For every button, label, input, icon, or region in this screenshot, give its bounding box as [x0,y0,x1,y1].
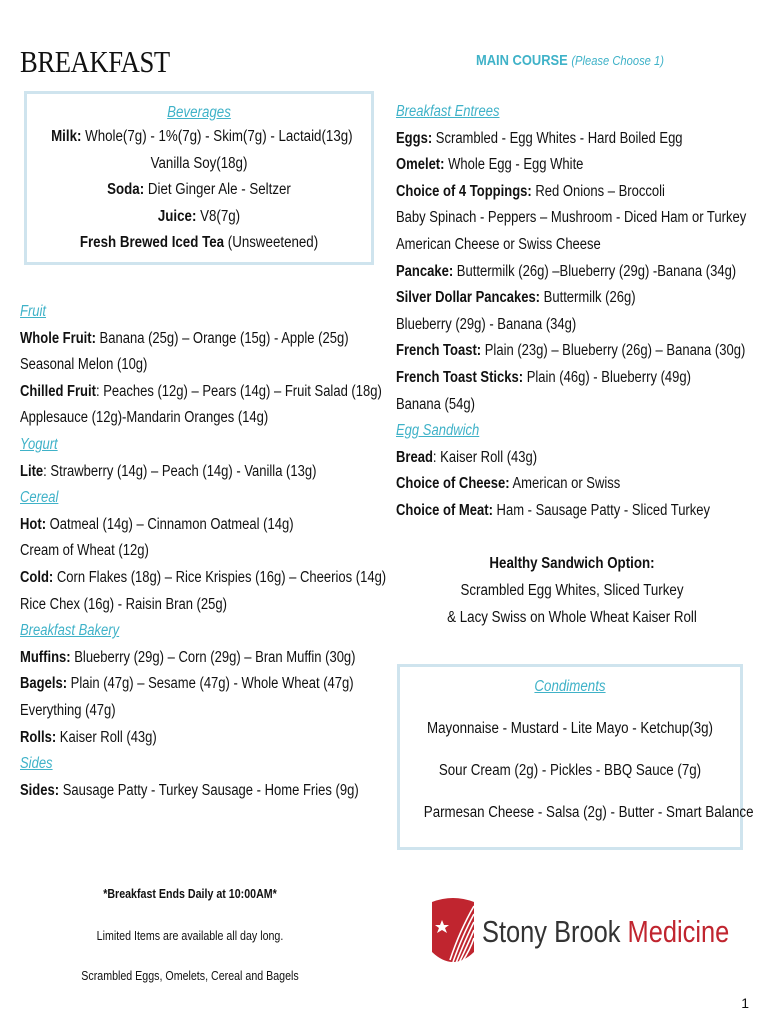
sides-heading: Sides [20,755,53,773]
meat-line: Choice of Meat: Ham - Sausage Patty - Sliced Turkey [396,501,711,519]
stony-brook-medicine-logo [430,890,730,980]
page-number: 1 [741,995,749,1011]
toppings-line-3: American Cheese or Swiss Cheese [396,235,601,253]
tea-line: Fresh Brewed Iced Tea (Unsweetened) [79,234,319,251]
page-title: BREAKFAST [20,44,170,79]
whole-fruit-line-2: Seasonal Melon (10g) [20,356,148,374]
cereal-heading: Cereal [20,489,59,507]
french-toast-sticks-line-2: Banana (54g) [396,395,475,413]
hot-cereal-line-2: Cream of Wheat (12g) [20,542,149,560]
toppings-line-2: Baby Spinach - Peppers – Mushroom - Diced Ham or Turkey [396,209,747,227]
cold-cereal-line: Cold: Corn Flakes (18g) – Rice Krispies (16g) – Cheerios (14g) [20,568,387,586]
silver-dollar-line: Silver Dollar Pancakes: Buttermilk (26g) [396,289,636,307]
french-toast-line: French Toast: Plain (23g) – Blueberry (26g) – Banana (30g) [396,342,746,360]
bakery-heading: Breakfast Bakery [20,622,120,640]
cheese-line: Choice of Cheese: American or Swiss [396,475,621,493]
cold-cereal-line-2: Rice Chex (16g) - Raisin Bran (25g) [20,595,227,613]
condiments-box [397,664,754,850]
lite-yogurt-line: Lite: Strawberry (14g) – Peach (14g) - Vanilla (13g) [20,462,317,480]
eggs-line: Eggs: Scrambled - Egg Whites - Hard Boiled Egg [396,129,683,147]
healthy-line-2: & Lacy Swiss on Whole Wheat Kaiser Roll [447,609,697,626]
toppings-line: Choice of 4 Toppings: Red Onions – Broccoli [396,182,665,200]
condiments-line-2: Sour Cream (2g) - Pickles - BBQ Sauce (7g) [438,762,702,779]
french-toast-sticks-line: French Toast Sticks: Plain (46g) - Blueberry (49g) [396,368,691,386]
right-menu-column [396,99,770,525]
bagels-line-2: Everything (47g) [20,701,116,719]
sides-line: Sides: Sausage Patty - Turkey Sausage - Home Fries (9g) [20,781,359,799]
milk-line: Milk: Whole(7g) - 1%(7g) - Skim(7g) - Lactaid(13g) [51,128,353,145]
condiments-line-3: Parmesan Cheese - Salsa (2g) - Butter - Smart Balance [423,804,754,821]
logo-wordmark [482,914,729,950]
hot-cereal-line: Hot: Oatmeal (14g) – Cinnamon Oatmeal (14g) [20,515,294,533]
limited-items-list: Scrambled Eggs, Omelets, Cereal and Bagels [81,968,299,983]
beverages-heading: Beverages [167,104,231,121]
rolls-line: Rolls: Kaiser Roll (43g) [20,728,157,746]
yogurt-heading: Yogurt [20,435,58,453]
silver-dollar-line-2: Blueberry (29g) - Banana (34g) [396,315,577,333]
pancake-line: Pancake: Buttermilk (26g) –Blueberry (29g) -Banana (34g) [396,262,737,280]
beverages-box [24,91,374,265]
muffins-line: Muffins: Blueberry (29g) – Corn (29g) – Bran Muffin (30g) [20,648,356,666]
main-course-label: MAIN COURSE [476,52,568,69]
condiments-heading: Condiments [534,678,606,695]
bread-line: Bread: Kaiser Roll (43g) [396,448,538,466]
main-course-subtitle: (Please Choose 1) [571,53,664,68]
soda-line: Soda: Diet Ginger Ale - Seltzer [107,181,291,198]
bagels-line: Bagels: Plain (47g) – Sesame (47g) - Whole Wheat (47g) [20,675,354,693]
fruit-heading: Fruit [20,303,47,320]
whole-fruit-line: Whole Fruit: Banana (25g) – Orange (15g) - Apple (25g) [20,329,349,347]
milk-line-2: Vanilla Soy(18g) [150,154,248,172]
healthy-line-1: Scrambled Egg Whites, Sliced Turkey [460,582,684,599]
healthy-sandwich-section [394,550,750,631]
omelet-line: Omelet: Whole Egg - Egg White [396,156,584,174]
breakfast-ends-note: *Breakfast Ends Daily at 10:00AM* [103,886,277,901]
entrees-heading: Breakfast Entrees [396,103,500,120]
chilled-fruit-line-2: Applesauce (12g)-Mandarin Oranges (14g) [20,409,269,427]
main-course-heading [476,52,664,69]
stony-brook-shield-icon [430,890,476,980]
left-menu-column [20,299,456,804]
logo-name-part2: Medicine [627,914,730,949]
condiments-line-1: Mayonnaise - Mustard - Lite Mayo - Ketchup(3g) [427,720,713,737]
egg-sandwich-heading: Egg Sandwich [396,422,480,440]
juice-line: Juice: V8(7g) [157,207,241,225]
chilled-fruit-line: Chilled Fruit: Peaches (12g) – Pears (14g) – Fruit Salad (18g) [20,382,382,400]
limited-items-note: Limited Items are available all day long. [96,928,284,943]
healthy-heading: Healthy Sandwich Option: [489,555,655,572]
logo-name-part1: Stony Brook [482,914,621,949]
